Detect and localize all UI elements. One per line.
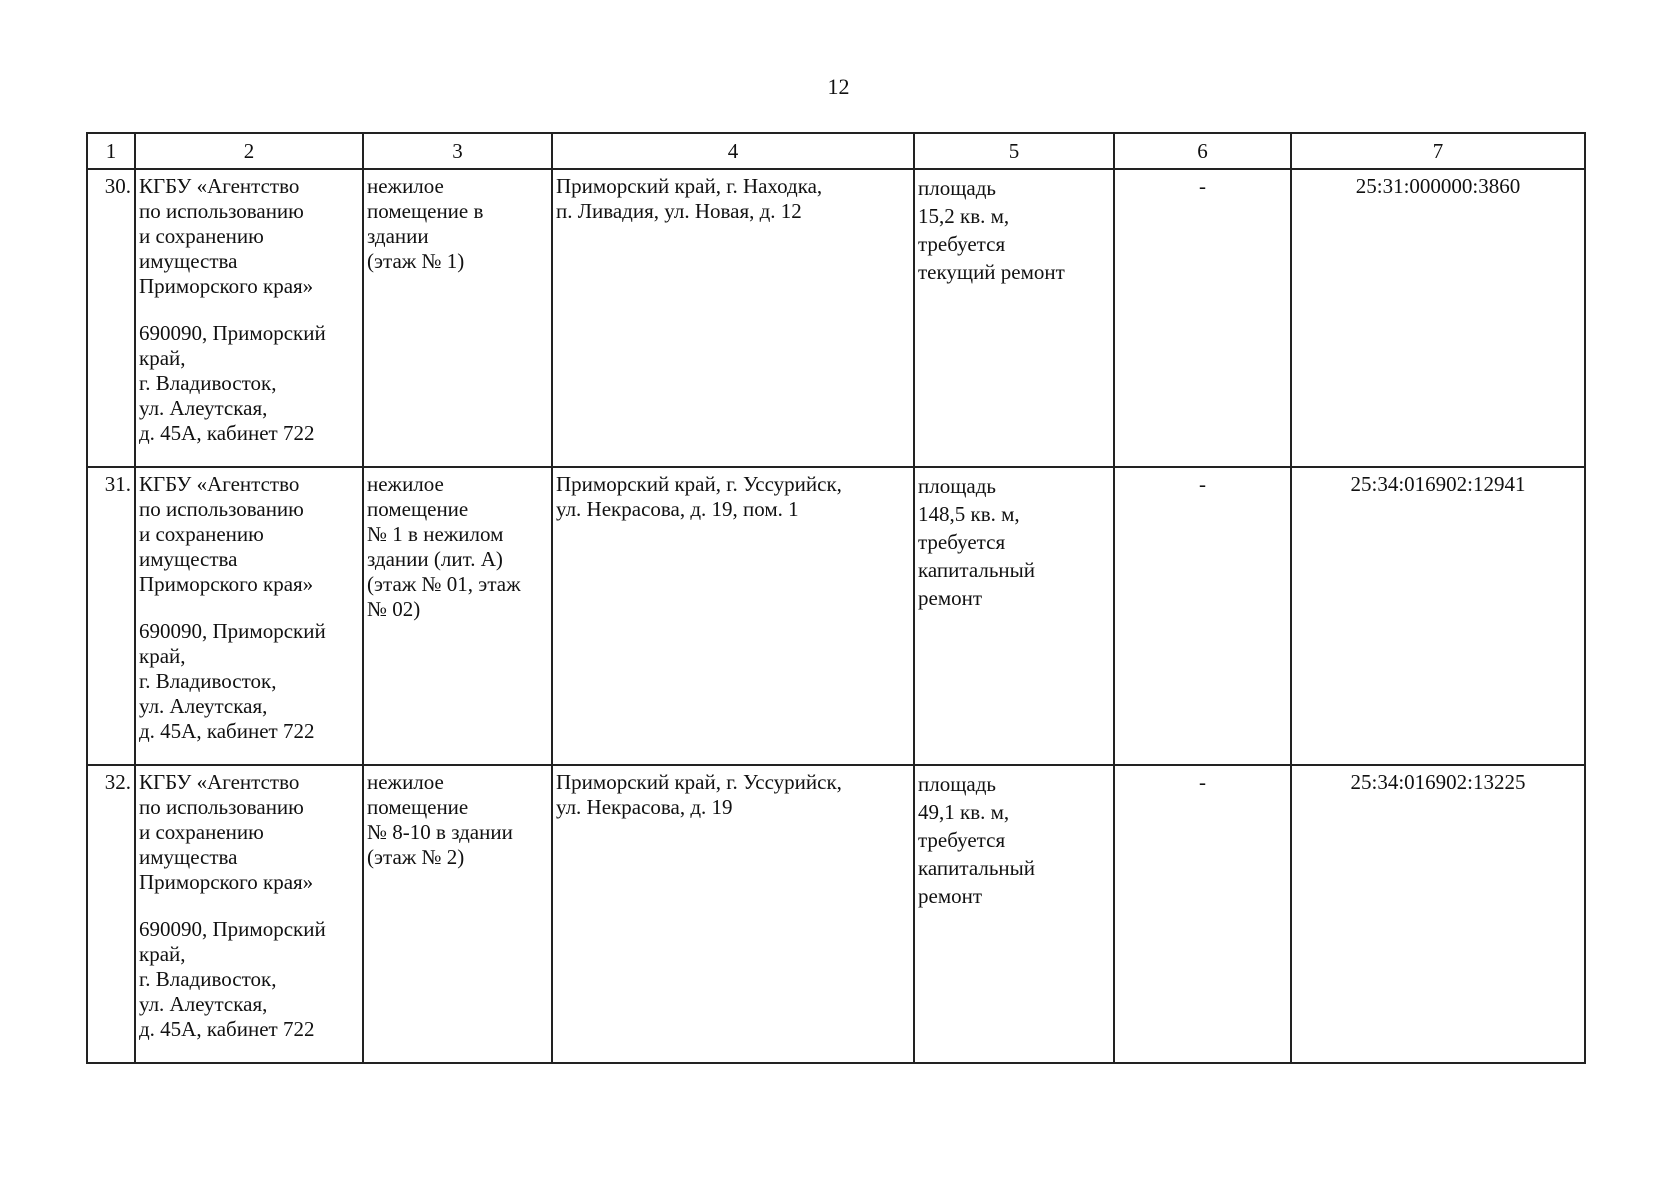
- text-line: Приморский край, г. Находка,: [556, 174, 823, 198]
- column-header: 5: [914, 133, 1114, 169]
- owner-address: [139, 619, 359, 744]
- text-line: требуется: [918, 232, 1006, 256]
- text-line: КГБУ «Агентство: [139, 770, 300, 794]
- text-line: 690090, Приморский: [139, 321, 326, 345]
- text-line: 148,5 кв. м,: [918, 502, 1020, 526]
- table-row: [87, 765, 1585, 1063]
- text-line: ремонт: [918, 586, 983, 610]
- text-line: (этаж № 01, этаж: [367, 572, 521, 596]
- text-line: и сохранению: [139, 522, 264, 546]
- row-number: 31.: [87, 467, 135, 765]
- object-cell: [363, 467, 552, 765]
- text-line: Приморского края»: [139, 572, 314, 596]
- text-line: нежилое: [367, 770, 444, 794]
- owner-address: [139, 321, 359, 446]
- text-line: 15,2 кв. м,: [918, 204, 1010, 228]
- cadastral-number: 25:34:016902:12941: [1291, 467, 1585, 765]
- text-line: по использованию: [139, 497, 304, 521]
- text-line: помещение: [367, 497, 469, 521]
- location-cell: [552, 169, 914, 467]
- text-line: ремонт: [918, 884, 983, 908]
- text-line: 690090, Приморский: [139, 917, 326, 941]
- cadastral-number: 25:31:000000:3860: [1291, 169, 1585, 467]
- table-row: [87, 169, 1585, 467]
- text-line: (этаж № 1): [367, 249, 465, 273]
- column-header: 7: [1291, 133, 1585, 169]
- column-header: 4: [552, 133, 914, 169]
- text-line: и сохранению: [139, 224, 264, 248]
- text-line: имущества: [139, 249, 238, 273]
- text-line: площадь: [918, 474, 996, 498]
- text-line: капитальный: [918, 856, 1035, 880]
- text-line: № 1 в нежилом: [367, 522, 504, 546]
- text-line: здании: [367, 224, 429, 248]
- text-line: г. Владивосток,: [139, 669, 277, 693]
- text-line: Приморский край, г. Уссурийск,: [556, 770, 842, 794]
- text-line: Приморского края»: [139, 274, 314, 298]
- text-line: требуется: [918, 828, 1006, 852]
- text-line: текущий ремонт: [918, 260, 1065, 284]
- column-header: 3: [363, 133, 552, 169]
- table-row: [87, 467, 1585, 765]
- column-6-cell: -: [1114, 467, 1291, 765]
- text-line: и сохранению: [139, 820, 264, 844]
- text-line: д. 45А, кабинет 722: [139, 1017, 315, 1041]
- condition-cell: [914, 169, 1114, 467]
- text-line: нежилое: [367, 472, 444, 496]
- text-line: г. Владивосток,: [139, 371, 277, 395]
- text-line: капитальный: [918, 558, 1035, 582]
- owner-cell: [135, 169, 363, 467]
- text-line: ул. Алеутская,: [139, 694, 268, 718]
- owner-name: [139, 174, 359, 299]
- text-line: 49,1 кв. м,: [918, 800, 1010, 824]
- text-line: площадь: [918, 176, 996, 200]
- text-line: г. Владивосток,: [139, 967, 277, 991]
- column-header: 2: [135, 133, 363, 169]
- text-line: край,: [139, 346, 186, 370]
- text-line: д. 45А, кабинет 722: [139, 719, 315, 743]
- object-cell: [363, 169, 552, 467]
- object-cell: [363, 765, 552, 1063]
- text-line: ул. Некрасова, д. 19: [556, 795, 733, 819]
- text-line: площадь: [918, 772, 996, 796]
- text-line: край,: [139, 644, 186, 668]
- text-line: помещение: [367, 795, 469, 819]
- location-cell: [552, 765, 914, 1063]
- row-number: 30.: [87, 169, 135, 467]
- owner-cell: [135, 765, 363, 1063]
- text-line: ул. Алеутская,: [139, 992, 268, 1016]
- column-header: 1: [87, 133, 135, 169]
- owner-address: [139, 917, 359, 1042]
- text-line: 690090, Приморский: [139, 619, 326, 643]
- text-line: здании (лит. А): [367, 547, 503, 571]
- text-line: ул. Алеутская,: [139, 396, 268, 420]
- owner-cell: [135, 467, 363, 765]
- header-row: [87, 133, 1585, 169]
- row-number: 32.: [87, 765, 135, 1063]
- text-line: № 02): [367, 597, 421, 621]
- page-number: 12: [827, 74, 850, 99]
- text-line: КГБУ «Агентство: [139, 174, 300, 198]
- text-line: по использованию: [139, 199, 304, 223]
- text-line: по использованию: [139, 795, 304, 819]
- text-line: Приморского края»: [139, 870, 314, 894]
- text-line: нежилое: [367, 174, 444, 198]
- text-line: помещение в: [367, 199, 484, 223]
- text-line: п. Ливадия, ул. Новая, д. 12: [556, 199, 802, 223]
- text-line: ул. Некрасова, д. 19, пом. 1: [556, 497, 799, 521]
- column-6-cell: -: [1114, 169, 1291, 467]
- text-line: край,: [139, 942, 186, 966]
- owner-name: [139, 770, 359, 895]
- text-line: КГБУ «Агентство: [139, 472, 300, 496]
- owner-name: [139, 472, 359, 597]
- text-line: требуется: [918, 530, 1006, 554]
- column-6-cell: -: [1114, 765, 1291, 1063]
- property-table: [86, 132, 1586, 1064]
- location-cell: [552, 467, 914, 765]
- condition-cell: [914, 467, 1114, 765]
- text-line: имущества: [139, 845, 238, 869]
- text-line: № 8-10 в здании: [367, 820, 513, 844]
- text-line: д. 45А, кабинет 722: [139, 421, 315, 445]
- text-line: имущества: [139, 547, 238, 571]
- text-line: (этаж № 2): [367, 845, 465, 869]
- condition-cell: [914, 765, 1114, 1063]
- cadastral-number: 25:34:016902:13225: [1291, 765, 1585, 1063]
- column-header: 6: [1114, 133, 1291, 169]
- text-line: Приморский край, г. Уссурийск,: [556, 472, 842, 496]
